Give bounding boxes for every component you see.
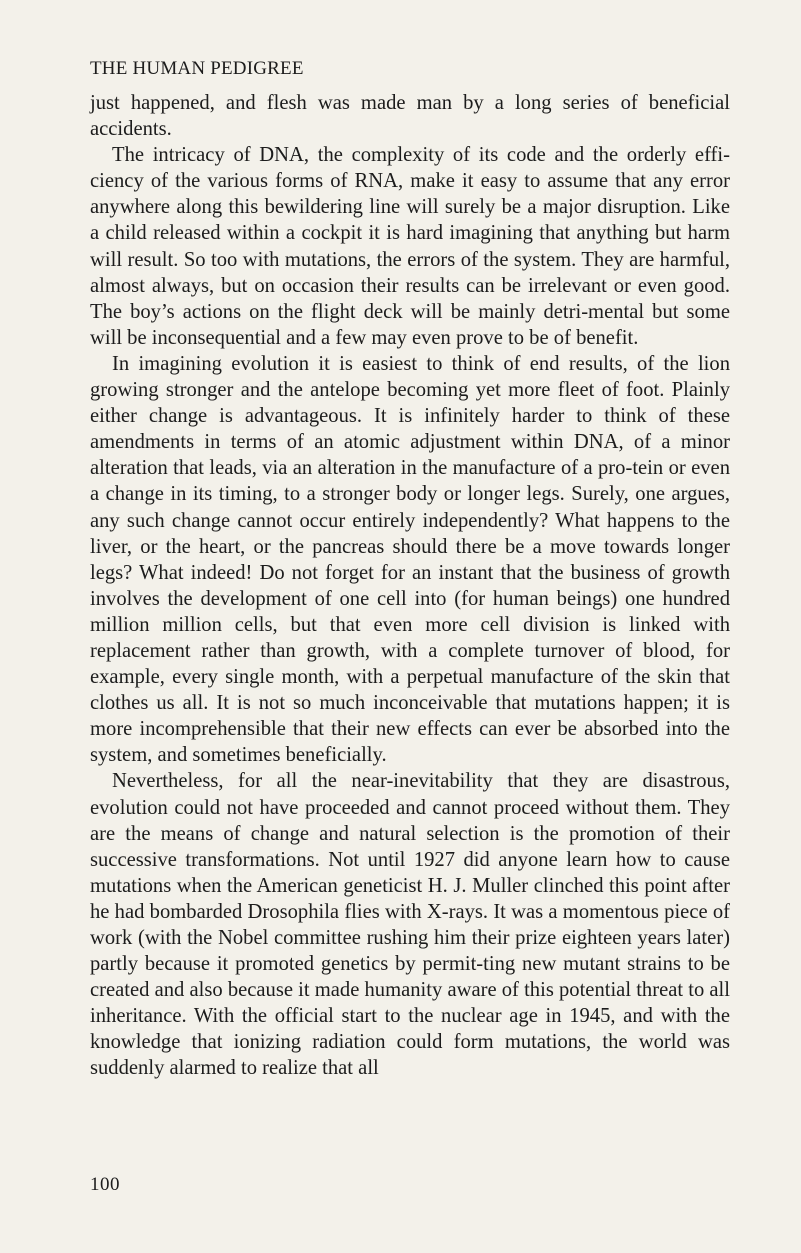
body-text (90, 90, 730, 1082)
paragraph-2: The intricacy of DNA, the complexity of its code and the orderly effi-ciency of the various forms of RNA, make it easy to assume that any error anywhere along this bewildering line will surely be a major disruption. Like a child released within a cockpit it is hard imagining that anything but harm will result. So too with mutations, the errors of the system. They are harmful, almost always, but on occasion their results can be irrelevant or even good. The boy’s actions on the flight deck will be mainly detri-mental but some will be inconsequential and a few may even prove to be of benefit. (90, 144, 730, 349)
paragraph-4: Nevertheless, for all the near-inevitability that they are disastrous, evolution could not have proceeded and cannot proceed without them. They are the means of change and natural selection is the promotion of their successive transformations. Not until 1927 did anyone learn how to cause mutations when the American geneticist H. J. Muller clinched this point after he had bombarded Drosophila flies with X-rays. It was a momentous piece of work (with the Nobel committee rushing him their prize eighteen years later) partly because it promoted genetics by permit-ting new mutant strains to be created and also because it made humanity aware of this potential threat to all inheritance. With the official start to the nuclear age in 1945, and with the knowledge that ionizing radiation could form mutations, the world was suddenly alarmed to realize that all (90, 770, 730, 1080)
page (90, 56, 730, 1082)
running-head: THE HUMAN PEDIGREE (90, 58, 304, 79)
paragraph-3: In imagining evolution it is easiest to think of end results, of the lion growing stronger and the antelope becoming yet more fleet of foot. Plainly either change is advantageous. It is infinitely harder to think of these amendments in terms of an atomic adjustment within DNA, of a minor alteration that leads, via an alteration in the manufacture of a pro-tein or even a change in its timing, to a stronger body or longer legs. Surely, one argues, any such change cannot occur entirely independently? What happens to the liver, or the heart, or the pancreas should there be a move towards longer legs? What indeed! Do not forget for an instant that the business of growth involves the development of one cell into (for human beings) one hundred million million cells, but that even more cell division is linked with replacement rather than growth, with a complete turnover of blood, for example, every single month, with a perpetual manufacture of the skin that clothes us all. It is not so much inconceivable that mutations happen; it is more incomprehensible that their new effects can ever be absorbed into the system, and sometimes beneficially. (90, 352, 730, 767)
page-number: 100 (90, 1174, 120, 1195)
paragraph-1: just happened, and flesh was made man by a long series of beneficial accidents. (90, 92, 730, 141)
